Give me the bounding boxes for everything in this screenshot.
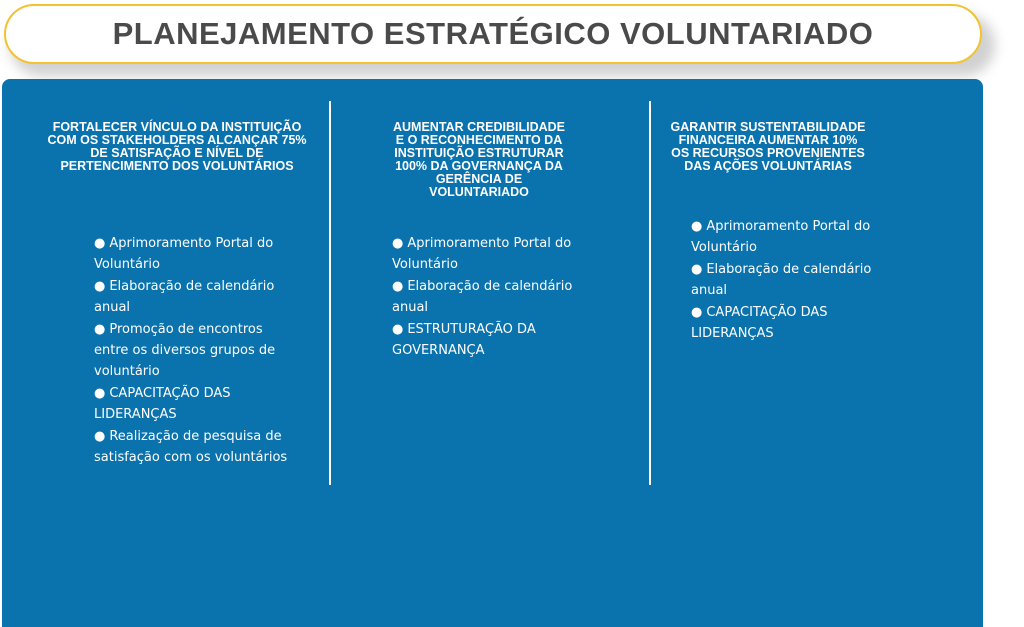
list-item: ● Elaboração de calendário anual: [94, 278, 275, 316]
title-banner: [4, 4, 982, 64]
list-item: ● Aprimoramento Portal do Voluntário: [392, 236, 572, 273]
list-item: ● Aprimoramento Portal do Voluntário: [691, 219, 871, 256]
bullet-icon: ●: [691, 304, 703, 320]
bullet-icon: ●: [94, 385, 106, 401]
action-list-3: [691, 216, 881, 344]
action-list-1: [94, 233, 294, 468]
page-title: PLANEJAMENTO ESTRATÉGICO VOLUNTARIADO: [112, 16, 874, 51]
bullet-icon: ●: [94, 278, 106, 294]
bullet-icon: ●: [392, 236, 404, 251]
list-item: ● CAPACITAÇÃO DAS LIDERANÇAS: [94, 385, 231, 423]
bullet-icon: ●: [392, 278, 404, 294]
bullet-icon: ●: [94, 428, 106, 444]
list-item: ● CAPACITAÇÃO DAS LIDERANÇAS: [691, 304, 828, 342]
list-item: ● ESTRUTURAÇÃO DA GOVERNANÇA: [392, 321, 536, 359]
objective-heading-3: GARANTIR SUSTENTABILIDADE FINANCEIRA AUMENTAR 10% OS RECURSOS PROVENIENTES DAS AÇÕES VOLUNTÁRIAS: [670, 120, 866, 173]
action-list-2: [392, 233, 582, 361]
list-item: ● Elaboração de calendário anual: [691, 261, 872, 299]
list-item: ● Promoção de encontros entre os diversos grupos de voluntário: [94, 321, 276, 380]
list-item: ● Aprimoramento Portal do Voluntário: [94, 236, 274, 273]
bullet-icon: ●: [94, 321, 106, 337]
bullet-icon: ●: [392, 321, 404, 337]
list-item: ● Realização de pesquisa de satisfação com os voluntários: [94, 428, 288, 466]
objective-heading-1: FORTALECER VÍNCULO DA INSTITUIÇÃO COM OS STAKEHOLDERS ALCANÇAR 75% DE SATISFAÇÃO E NÍVEL DE PERTENCIMENTO DOS VOLUNTÁRIOS: [47, 120, 307, 173]
bullet-icon: ●: [691, 219, 703, 234]
bullet-icon: ●: [94, 236, 106, 251]
bullet-icon: ●: [691, 261, 703, 277]
list-item: ● Elaboração de calendário anual: [392, 278, 573, 316]
column-divider-1: [329, 101, 331, 485]
strategy-panel: [2, 79, 983, 627]
objective-heading-2: AUMENTAR CREDIBILIDADE E O RECONHECIMENTO DA INSTITUIÇÃO ESTRUTURAR 100% DA GOVERNANÇA DA GERÊNCIA DE VOLUNTARIADO: [393, 120, 565, 199]
column-divider-2: [649, 101, 651, 485]
